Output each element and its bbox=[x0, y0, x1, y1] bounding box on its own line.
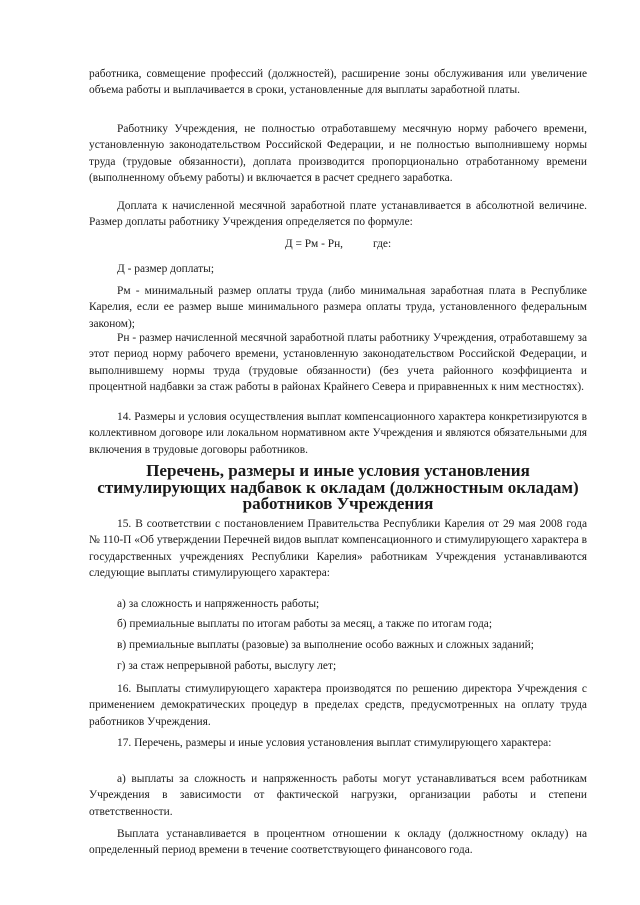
section-heading bbox=[89, 463, 587, 513]
paragraph-16: 16. Выплаты стимулирующего характера производятся по решению директора Учреждения с применением демократических процедур в пределах средств, предусмотренных на оплату труда работников Учреждения. bbox=[89, 683, 587, 728]
paragraph-partial-work: Работнику Учреждения, не полностью отработавшему месячную норму рабочего времени, установленную законодательством Российской Федерации, и не полностью выполнившему нормы труда (трудовые обязанности), доплата производится пропорционально отработанному времени (выполненному объему работы) и включается в расчет среднего заработка. bbox=[89, 123, 587, 184]
paragraph-15: 15. В соответствии с постановлением Правительства Республики Карелия от 29 мая 2008 года № 110-П «Об утверждении Перечней видов выплат компенсационного и стимулирующего характера в государственных учреждениях Республики Карелия» работникам Учреждения устанавливаются следующие выплаты стимулирующего характера: bbox=[89, 518, 587, 579]
definition-d: Д - размер доплаты; bbox=[117, 263, 214, 275]
paragraph-17a: а) выплаты за сложность и напряженность работы могут устанавливаться всем работникам Учреждения в зависимости от фактической нагрузки, организации работы и степени ответственности. bbox=[89, 773, 587, 818]
list-item-b: б) премиальные выплаты по итогам работы за месяц, а также по итогам года; bbox=[117, 618, 493, 630]
heading-line-1: Перечень, размеры и иные условия установления bbox=[146, 461, 530, 480]
paragraph-percent: Выплата устанавливается в процентном отношении к окладу (должностному окладу) на определенный период времени в течение соответствующего финансового года. bbox=[89, 828, 587, 857]
list-item-a: а) за сложность и напряженность работы; bbox=[117, 598, 320, 610]
heading-line-3: работников Учреждения bbox=[242, 494, 434, 513]
paragraph-surcharge: Доплата к начисленной месячной заработной плате устанавливается в абсолютной величине. Размер доплаты работнику Учреждения определяется по формуле: bbox=[89, 200, 587, 229]
formula bbox=[89, 236, 587, 252]
list-item-g: г) за стаж непрерывной работы, выслугу лет; bbox=[117, 660, 337, 672]
formula-expression: Д = Рм - Рн, bbox=[284, 238, 344, 250]
definition-rm: Рм - минимальный размер оплаты труда (либо минимальная заработная плата в Республике Карелия, если ее размер выше минимального размера оплаты труда, установленного федеральным законом); bbox=[89, 285, 587, 330]
paragraph-17: 17. Перечень, размеры и иные условия установления выплат стимулирующего характера: bbox=[117, 737, 552, 749]
paragraph-continuation: работника, совмещение профессий (должностей), расширение зоны обслуживания или увеличение объема работы и выплачивается в сроки, установленные для выплаты заработной платы. bbox=[89, 68, 587, 97]
definition-rn: Рн - размер начисленной месячной заработной платы работнику Учреждения, отработавшему за этот период норму рабочего времени, установленную законодательством Российской Федерации, и выполнившему нормы труда (трудовые обязанности) (без учета районного коэффициента и процентной надбавки за стаж работы в районах Крайнего Севера и приравненных к ним местностях). bbox=[89, 332, 587, 393]
formula-suffix: где: bbox=[373, 238, 392, 250]
list-item-v: в) премиальные выплаты (разовые) за выполнение особо важных и сложных заданий; bbox=[117, 639, 534, 651]
heading-line-2: стимулирующих надбавок к окладам (должностным окладам) bbox=[97, 477, 579, 497]
paragraph-14: 14. Размеры и условия осуществления выплат компенсационного характера конкретизируются в коллективном договоре или локальном нормативном акте Учреждения и являются обязательными для включения в трудовые договоры работников. bbox=[89, 411, 587, 456]
